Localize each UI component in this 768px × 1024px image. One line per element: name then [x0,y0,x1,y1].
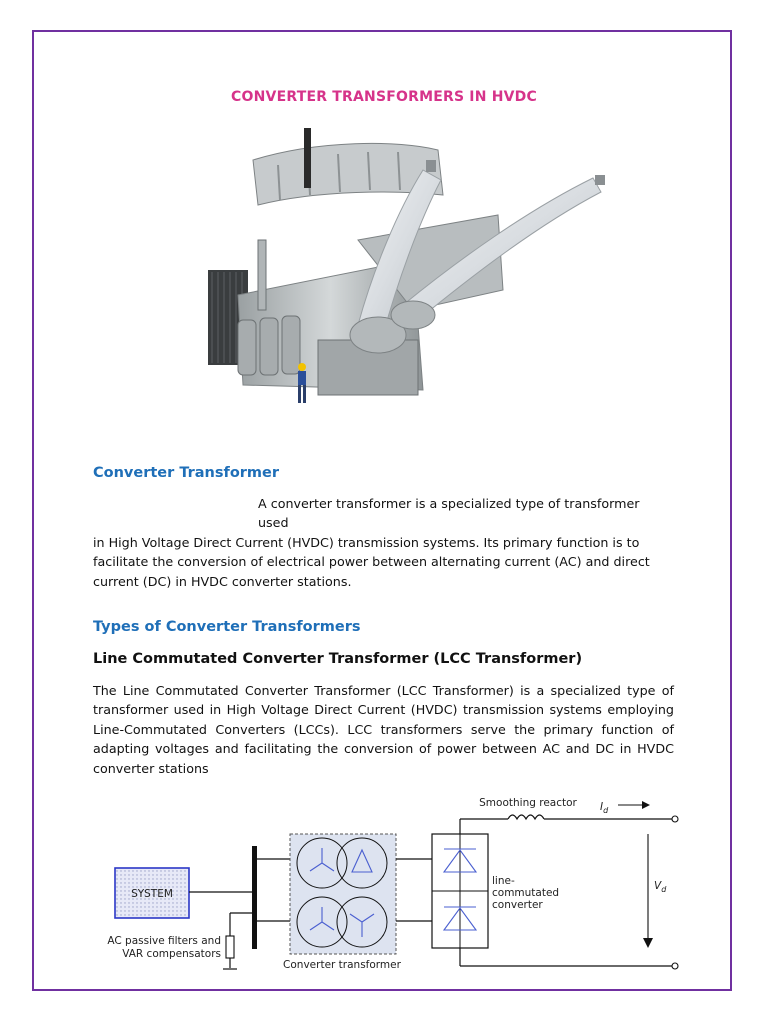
voltage-arrow [643,938,653,948]
filters-label-line1: AC passive filters and [107,935,221,947]
smoothing-reactor-coil [508,815,544,819]
converter-label-line3: converter [492,899,543,911]
filters-label-line2: VAR compensators [122,948,221,960]
filter-capacitor [226,936,234,958]
system-label: SYSTEM [131,888,173,900]
section-heading-converter-transformer: Converter Transformer [93,465,280,481]
converter-transformer-photo [198,120,618,430]
document-title: CONVERTER TRANSFORMERS IN HVDC [231,89,537,105]
reactor-label: Smoothing reactor [479,797,577,809]
section-heading-types: Types of Converter Transformers [93,619,361,635]
converter-transformer-paragraph [93,494,674,591]
busbar [252,846,257,949]
transformer-label: Converter transformer [283,959,401,971]
converter-label-line2: commutated [492,887,560,899]
converter-label-line1: line- [492,875,515,887]
current-label: $I_d$ [600,801,609,815]
subheading-lcc-transformer: Line Commutated Converter Transformer (LCC Transformer) [93,651,583,667]
paragraph-body: in High Voltage Direct Current (HVDC) transmission systems. Its primary function is to facilitate the conversion of electrical power between alternating current (AC) and direct current (DC) in HVDC converter stations. [93,534,650,589]
lcc-circuit-diagram [100,786,700,981]
paragraph-first-line: A converter transformer is a specialized type of transformer used [258,496,640,531]
voltage-label: $V_d$ [654,880,667,894]
negative-terminal [672,963,678,969]
positive-terminal [672,816,678,822]
lcc-transformer-paragraph: The Line Commutated Converter Transformer (LCC Transformer) is a specialized type of transformer used in High Voltage Direct Current (HVDC) transmission systems employing Line-Commutated Converters (LCCs). LCC transformers serve the primary function of adapting voltages and facilitating the conversion of power between AC and DC in HVDC converter stations [93,683,674,776]
current-arrow [642,801,650,809]
